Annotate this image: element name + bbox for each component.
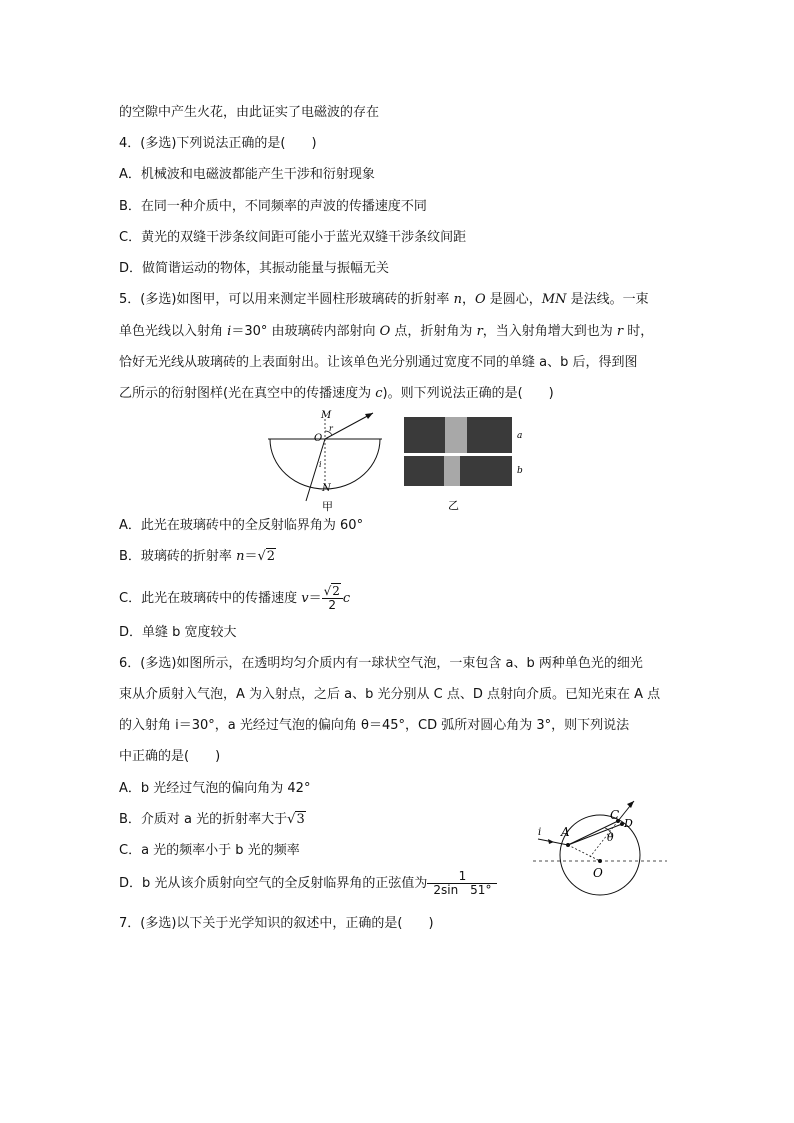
- q5-line-1: [119, 291, 649, 309]
- label-M: M: [321, 410, 332, 421]
- arrow-icon: [365, 413, 373, 419]
- label-a: a: [517, 431, 523, 441]
- q5-l1-O: O: [474, 292, 486, 307]
- q5-line-2: [119, 323, 653, 341]
- q5-optB-eq: ＝: [244, 549, 258, 564]
- q5-l2-e: 时，: [623, 324, 654, 339]
- q6-optD-num: 1: [427, 870, 497, 884]
- q4-option-d: D．做简谐运动的物体，其振动能量与振幅无关: [119, 261, 390, 276]
- point-O: [598, 859, 602, 863]
- q5-l2-O: O: [379, 324, 391, 339]
- q4-stem: 4．(多选)下列说法正确的是( ): [119, 136, 317, 151]
- label-C: C: [610, 808, 620, 822]
- q5-optB-text: B．玻璃砖的折射率: [119, 549, 237, 564]
- exit-arrow-icon: [627, 801, 634, 808]
- q5-l2-d: ，当入射角增大到也为: [482, 324, 617, 339]
- q6-optD-text: D．b 光从该介质射向空气的全反射临界角的正弦值为: [119, 876, 428, 891]
- point-A: [566, 843, 570, 847]
- q6-line-1: 6．(多选)如图所示，在透明均匀介质内有一球状空气泡，一束包含 a、b 两种单色光的细光: [119, 656, 643, 671]
- label-O: O: [314, 433, 323, 444]
- label-A: A: [561, 825, 570, 839]
- sqrt-icon: √2: [257, 549, 276, 564]
- q6-line-3: 的入射角 i＝30°，a 光经过气泡的偏向角 θ＝45°，CD 弧所对圆心角为 3°，则下列说法: [119, 718, 630, 733]
- q6-option-c: C．a 光的频率小于 b 光的频率: [119, 843, 300, 858]
- label-b: b: [517, 466, 523, 476]
- q4-option-c: C．黄光的双缝干涉条纹间距可能小于蓝光双缝干涉条纹间距: [119, 230, 467, 245]
- q5-option-d: D．单缝 b 宽度较大: [119, 625, 237, 640]
- caption-yi: 乙: [448, 499, 459, 512]
- pattern-b-center: [444, 456, 460, 486]
- q6-line-4: 中正确的是( ): [119, 749, 221, 764]
- q4-option-a: A．机械波和电磁波都能产生干涉和衍射现象: [119, 167, 375, 182]
- label-r: r: [329, 424, 333, 433]
- ray-b-inside: [568, 824, 622, 845]
- q7-stem: 7．(多选)以下关于光学知识的叙述中，正确的是( ): [119, 916, 434, 931]
- q5-l1-d: 是法线。一束: [566, 292, 649, 307]
- q5-l2-c: 点，折射角为: [390, 324, 477, 339]
- q6-optB-rad: 3: [296, 812, 305, 827]
- q5-optC-var: v: [301, 591, 309, 606]
- q5-l1-a: 5．(多选)如图甲，可以用来测定半圆柱形玻璃砖的折射率: [119, 292, 454, 307]
- q6-optD-den: 2sin 51°: [433, 883, 492, 897]
- pattern-a-center: [445, 417, 467, 453]
- q5-l4-c: c: [375, 386, 383, 401]
- label-N: N: [322, 483, 331, 494]
- q5-option-a: A．此光在玻璃砖中的全反射临界角为 60°: [119, 518, 364, 533]
- q6-option-a: A．b 光经过气泡的偏向角为 42°: [119, 781, 311, 796]
- q5-figure-yi: [400, 415, 530, 515]
- q5-optC-eq: ＝: [308, 591, 322, 606]
- q4-option-b: B．在同一种介质中，不同频率的声波的传播速度不同: [119, 199, 427, 214]
- q6-optD-fraction: [427, 870, 497, 897]
- q5-l1-MN: MN: [541, 292, 567, 307]
- q5-l1-c: 是圆心，: [485, 292, 542, 307]
- intro-tail: 的空隙中产生火花，由此证实了电磁波的存在: [119, 105, 380, 120]
- q5-optC-c: c: [342, 591, 351, 606]
- label-theta: θ: [607, 831, 614, 844]
- q5-optC-fraction: $\frac{√2}{2}$: [322, 585, 343, 612]
- q5-line-4: [119, 385, 554, 403]
- q6-figure: [530, 795, 670, 905]
- q5-l2-r2: r: [616, 324, 624, 339]
- q5-optC-text: C．此光在玻璃砖中的传播速度: [119, 591, 302, 606]
- label-D: D: [624, 817, 633, 830]
- q6-option-b: [119, 811, 306, 829]
- q6-line-2: 束从介质射入气泡，A 为入射点，之后 a、b 光分别从 C 点、D 点射向介质。已知光束在 A 点: [119, 687, 661, 702]
- q5-figure-jia: [265, 405, 390, 515]
- q5-l2-b: ＝30° 由玻璃砖内部射向: [231, 324, 380, 339]
- q5-l1-b: ，: [461, 292, 475, 307]
- q5-l2-a: 单色光线以入射角: [119, 324, 228, 339]
- label-i: i: [538, 827, 542, 838]
- q6-optB-text: B．介质对 a 光的折射率大于: [119, 812, 288, 827]
- q5-l1-n: n: [453, 292, 462, 307]
- q5-optC-den: 2: [328, 598, 337, 612]
- q5-l4-a: 乙所示的衍射图样(光在真空中的传播速度为: [119, 386, 376, 401]
- q6-option-d: [119, 870, 497, 897]
- q5-optB-var: n: [236, 549, 245, 564]
- q5-line-3: 恰好无光线从玻璃砖的上表面射出。让该单色光分别通过宽度不同的单缝 a、b 后，得到图: [119, 355, 638, 370]
- q5-l2-r: r: [476, 324, 483, 339]
- q5-option-c: [119, 585, 350, 612]
- q5-optC-num: 2: [332, 584, 340, 598]
- label-O: O: [593, 866, 603, 880]
- q5-optB-rad: 2: [266, 549, 276, 564]
- caption-jia: 甲: [322, 500, 333, 513]
- label-i: i: [319, 460, 322, 469]
- q5-l2-i: i: [227, 324, 232, 339]
- q5-l4-b: )。则下列说法正确的是( ): [382, 386, 554, 401]
- radius-OA: [568, 845, 600, 861]
- sqrt-icon: √3: [287, 812, 305, 827]
- normal-C: [590, 821, 618, 857]
- q5-option-b: [119, 548, 276, 566]
- incoming-arrow-icon: [548, 839, 554, 844]
